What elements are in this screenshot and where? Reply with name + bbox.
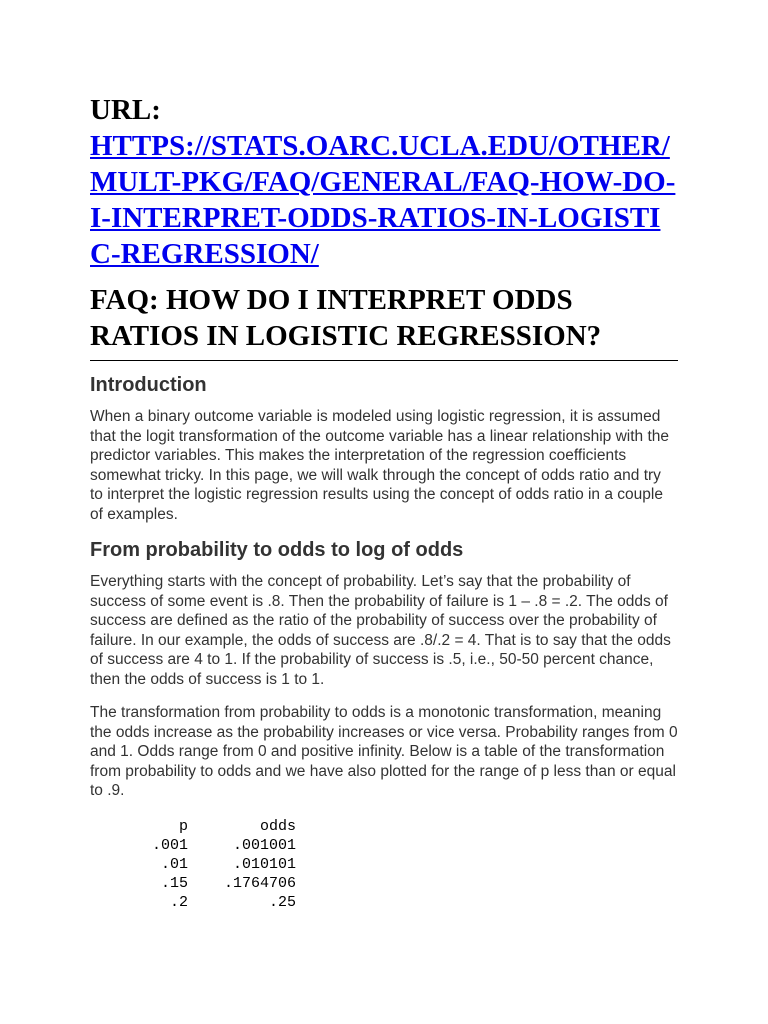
table-cell-p: .15 [160, 874, 188, 892]
transformation-paragraph: The transformation from probability to odds is a monotonic transformation, meaning the odds increase as the probability increases or vice versa. Probability ranges from 0 and 1. Odds range from 0 and positive infinity. Below is a table of the transformation from probability to odds and we have also plotted for the range of p less than or equal to .9. [90, 704, 678, 799]
table-header-odds: odds [259, 817, 296, 835]
table-row [148, 855, 296, 874]
source-url-link[interactable]: HTTPS://STATS.OARC.UCLA.EDU/OTHER/MULT-PKG/FAQ/GENERAL/FAQ-HOW-DO-I-INTERPRET-ODDS-RATIOS-IN-LOGISTIC-REGRESSION/ [90, 130, 676, 270]
table-cell-p: .01 [160, 855, 188, 873]
table-row [148, 836, 296, 855]
section-heading-introduction: Introduction [90, 374, 207, 396]
table-row [148, 893, 296, 912]
table-header-row [148, 817, 296, 836]
url-label: URL: [90, 94, 161, 126]
table-cell-p: .001 [151, 836, 188, 854]
table-cell-odds: .25 [268, 893, 296, 911]
document-page [90, 92, 678, 912]
section-heading-probability-odds: From probability to odds to log of odds [90, 539, 464, 561]
probability-odds-table [148, 817, 296, 912]
table-cell-p: .2 [169, 893, 188, 911]
table-cell-odds: .010101 [232, 855, 296, 873]
table-row [148, 874, 296, 893]
probability-paragraph: Everything starts with the concept of probability. Let’s say that the probability of success of some event is .8. Then the probability of failure is 1 – .8 = .2. The odds of success are defined as the ratio of the probability of success over the probability of failure. In our example, the odds of success are .8/.2 = 4. That is to say that the odds of success are 4 to 1. If the probability of success is .5, i.e., 50-50 percent chance, then the odds of success is 1 to 1. [90, 573, 671, 688]
faq-title: FAQ: HOW DO I INTERPRET ODDS RATIOS IN LOGISTIC REGRESSION? [90, 282, 678, 361]
table-header-p: p [178, 817, 188, 835]
intro-paragraph: When a binary outcome variable is modeled using logistic regression, it is assumed that the logit transformation of the outcome variable has a linear relationship with the predictor variables. This makes the interpretation of the regression coefficients somewhat tricky. In this page, we will walk through the concept of odds ratio and try to interpret the logistic regression results using the concept of odds ratio in a couple of examples. [90, 408, 669, 523]
table-cell-odds: .1764706 [223, 874, 296, 892]
table-cell-odds: .001001 [232, 836, 296, 854]
